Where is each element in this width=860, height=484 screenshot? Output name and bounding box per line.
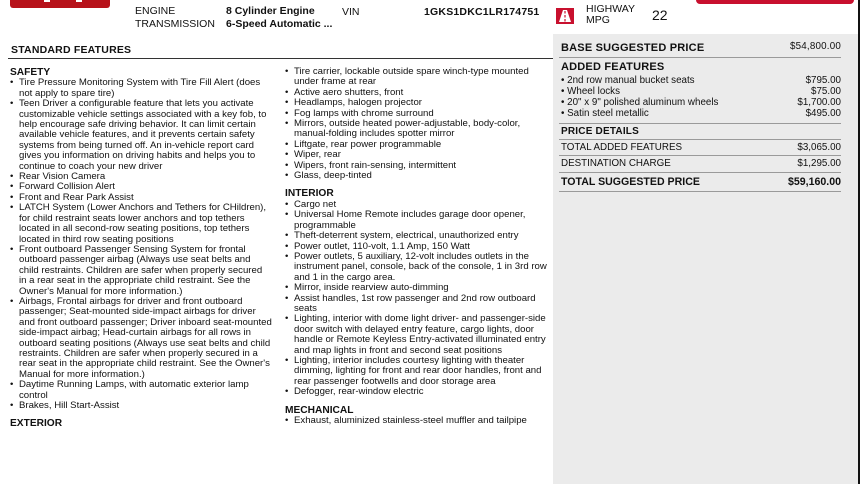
feature-item: • Lighting, interior includes courtesy lighting with theater dimming, lighting for front and rear door handles, front and rear passenger footwells and door storage area — [285, 356, 547, 387]
gmc-logo — [10, 0, 110, 8]
vin-value: 1GKS1DKC1LR174751 — [424, 6, 540, 18]
added-features-heading-text: ADDED FEATURES — [561, 61, 665, 73]
feature-item: • Liftgate, rear power programmable — [285, 140, 547, 150]
spec-value: 6-Speed Automatic ... — [226, 18, 333, 30]
feature-item: • Rear Vision Camera — [10, 172, 272, 182]
feature-item: • Power outlet, 110-volt, 1.1 Amp, 150 Watt — [285, 242, 547, 252]
feature-item: • Headlamps, halogen projector — [285, 98, 547, 108]
feature-item: • Wiper, rear — [285, 150, 547, 160]
divider — [559, 57, 841, 58]
added-feature-price: $75.00 — [811, 86, 841, 97]
feature-item: • Mirror, inside rearview auto-dimming — [285, 283, 547, 293]
destination-label: DESTINATION CHARGE — [561, 158, 671, 169]
logo-gap — [44, 0, 50, 2]
feature-item: • Active aero shutters, front — [285, 88, 547, 98]
feature-item: • Universal Home Remote includes garage door opener, programmable — [285, 210, 547, 231]
feature-item: • Glass, deep-tinted — [285, 171, 547, 181]
mpg-label-line: MPG — [586, 14, 610, 26]
added-feature-label: • Wheel locks — [561, 86, 620, 97]
feature-item: • Front outboard Passenger Sensing System for frontal outboard passenger airbag (Always use seat belts and child restraints. Children are safer when properly secured in a rear seat in the appropriate child restraint. See the Owner's Manual for more information.) — [10, 245, 272, 297]
total-added-value: $3,065.00 — [797, 142, 841, 153]
features-title: STANDARD FEATURES — [11, 44, 132, 56]
section-heading: SAFETY — [10, 67, 51, 78]
feature-item: • Exhaust, aluminized stainless-steel muffler and tailpipe — [285, 416, 547, 426]
base-price-value: $54,800.00 — [789, 41, 841, 52]
feature-item: • Cargo net — [285, 200, 547, 210]
road-icon — [556, 8, 574, 24]
total-added-label: TOTAL ADDED FEATURES — [561, 142, 683, 153]
feature-item: • Forward Collision Alert — [10, 182, 272, 192]
section-heading: MECHANICAL — [285, 404, 354, 416]
feature-item: • Tire carrier, lockable outside spare winch-type mounted under frame at rear — [285, 67, 547, 88]
vin-label: VIN — [342, 6, 360, 18]
feature-item: • Theft-deterrent system, electrical, unauthorized entry — [285, 231, 547, 241]
feature-item: • LATCH System (Lower Anchors and Tethers for CHildren), for child restraint seats lower anchors and top tethers located in all second-row seating positions, top tethers located in third row seating positions — [10, 203, 272, 245]
divider — [8, 58, 553, 59]
feature-item: • Airbags, Frontal airbags for driver and front outboard passenger; Seat-mounted side-impact airbags for driver and front outboard passenger; Driver inboard seat-mounted side-impact airbag; Head-curtain airbags for all rows in outboard seating positions (Always use seat belts and child restraints. Children are safer when properly secured in a rear seat in the appropriate child restraint. See the Owner's Manual for more information.) — [10, 297, 272, 380]
added-feature-label: • 20" x 9" polished aluminum wheels — [561, 97, 719, 108]
feature-item: • Assist handles, 1st row passenger and 2nd row outboard seats — [285, 294, 547, 315]
price-details-heading-text: PRICE DETAILS — [561, 126, 639, 137]
spec-label: TRANSMISSION — [135, 18, 215, 30]
logo-gap — [76, 0, 82, 2]
feature-item: • Power outlets, 5 auxiliary, 12-volt includes outlets in the instrument panel, console, back of the console, 1 in 3rd row and 1 in the cargo area. — [285, 252, 547, 283]
added-feature-label: • Satin steel metallic — [561, 108, 649, 119]
spec-label: ENGINE — [135, 5, 176, 17]
features-column-left — [10, 67, 272, 430]
standard-features-panel — [0, 34, 553, 484]
feature-item: • Fog lamps with chrome surround — [285, 109, 547, 119]
added-feature-price: $495.00 — [805, 108, 841, 119]
divider — [559, 172, 841, 173]
destination-value: $1,295.00 — [797, 158, 841, 169]
mpg-label — [586, 4, 635, 26]
mpg-value: 22 — [652, 7, 668, 23]
feature-item: • Defogger, rear-window electric — [285, 387, 547, 397]
spec-value: 8 Cylinder Engine — [226, 5, 315, 17]
header-accent-bar — [696, 0, 854, 4]
feature-item: • Lighting, interior with dome light driver- and passenger-side door switch with delayed entry feature, cargo lights, door handle or Remote Keyless Entry-activated illuminated entry and map lights in front and second seat positions — [285, 314, 547, 356]
feature-item: • Tire Pressure Monitoring System with Tire Fill Alert (does not apply to spare tire) — [10, 78, 272, 99]
added-feature-price: $795.00 — [805, 75, 841, 86]
divider — [559, 155, 841, 156]
divider — [559, 123, 841, 124]
section-heading: EXTERIOR — [10, 418, 63, 430]
added-feature-label: • 2nd row manual bucket seats — [561, 75, 695, 86]
feature-item: • Front and Rear Park Assist — [10, 193, 272, 203]
base-price-label: BASE SUGGESTED PRICE — [561, 42, 705, 54]
feature-item: • Mirrors, outside heated power-adjustable, body-color, manual-folding includes spotter mirror — [285, 119, 547, 140]
sticker-header — [0, 0, 860, 34]
total-price-label: TOTAL SUGGESTED PRICE — [561, 176, 700, 188]
section-heading: INTERIOR — [285, 188, 334, 200]
divider — [559, 139, 841, 140]
feature-item: • Teen Driver a configurable feature that lets you activate customizable vehicle settings associated with a key fob, to help encourage safe driving behavior. It can limit certain available vehicle features, and it prevents certain safety systems from being turned off. An in-vehicle report card gives you information on driving habits and helps you to continue to coach your new driver — [10, 99, 272, 172]
mpg-label-line: HIGHWAY — [586, 3, 635, 15]
feature-item: • Daytime Running Lamps, with automatic exterior lamp control — [10, 380, 272, 401]
total-price-value: $59,160.00 — [787, 176, 841, 188]
feature-item: • Wipers, front rain-sensing, intermittent — [285, 161, 547, 171]
price-panel — [553, 34, 860, 484]
divider — [559, 191, 841, 192]
added-feature-price: $1,700.00 — [797, 97, 841, 108]
features-column-right — [285, 67, 547, 426]
feature-item: • Brakes, Hill Start-Assist — [10, 401, 272, 411]
